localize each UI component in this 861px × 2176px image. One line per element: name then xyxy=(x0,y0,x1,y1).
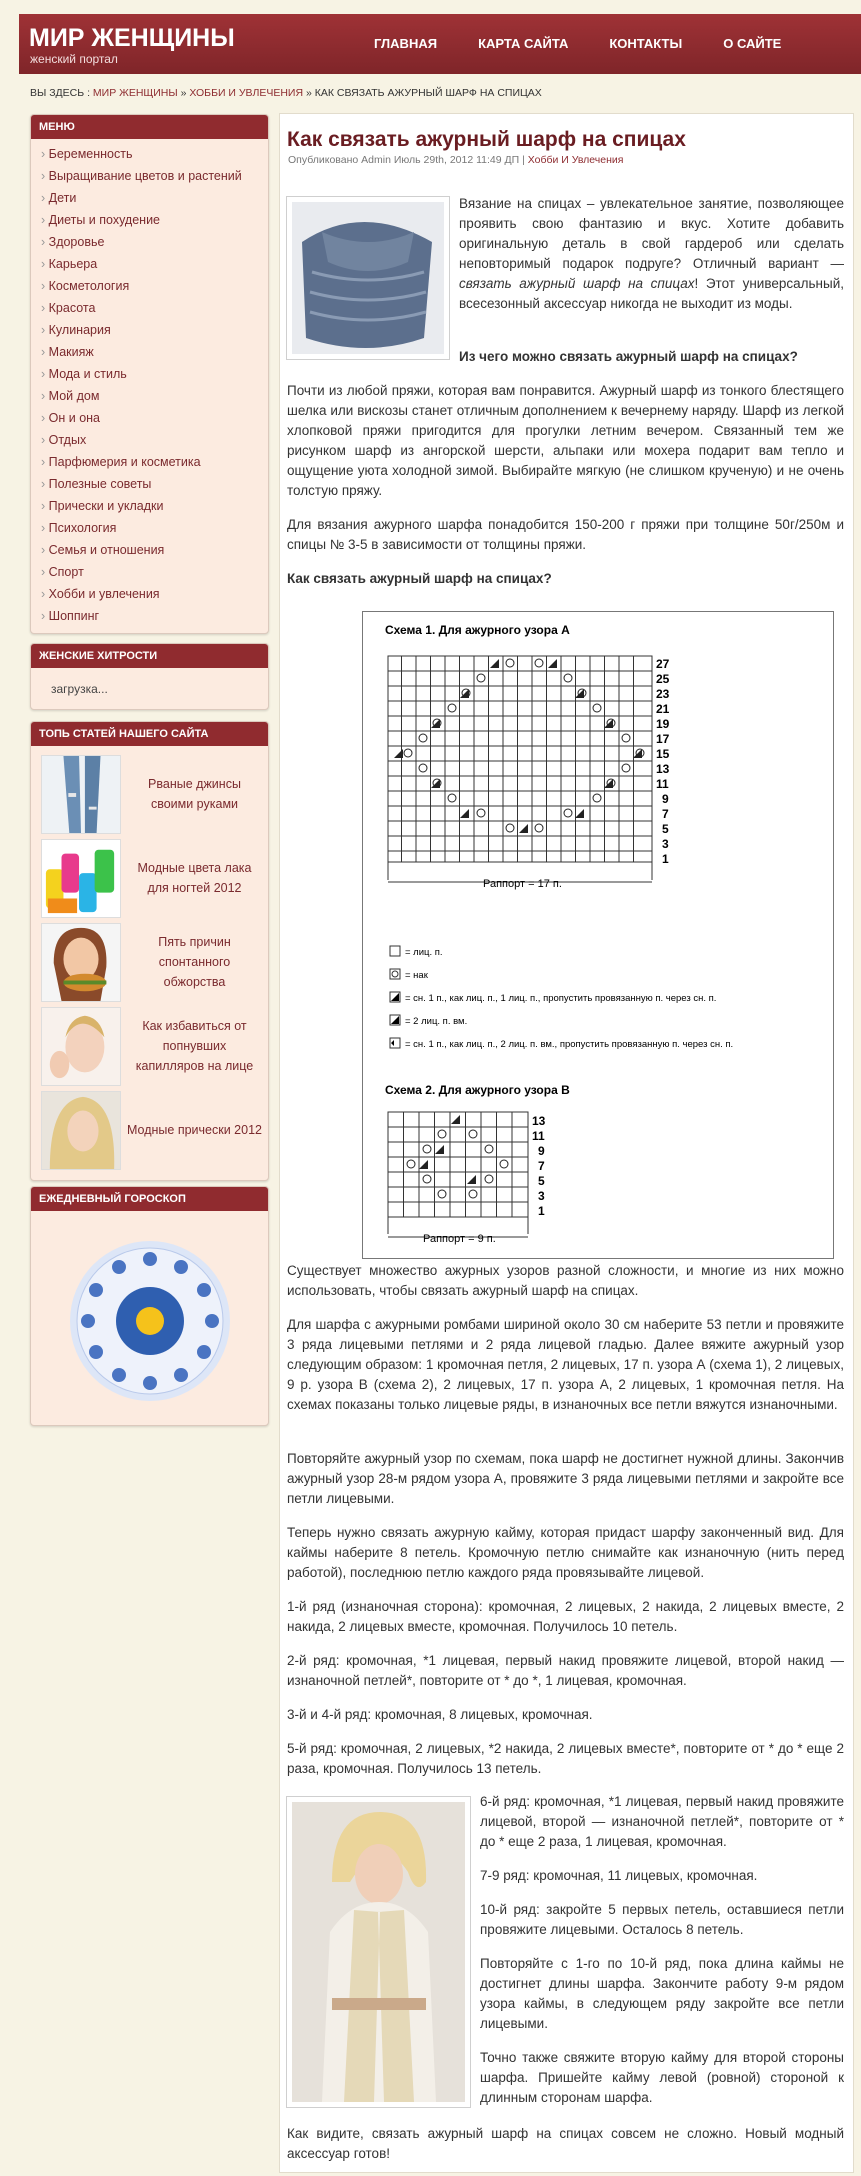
paragraph: 6-й ряд: кромочная, *1 лицевая, первый накид провяжите лицевой, второй — изнаночной петлей*, повторите от * до * еще 2 раза, 1 лицевая, кромочная. xyxy=(480,1794,844,1849)
sidebar-menu-item[interactable]: › Отдых xyxy=(41,429,268,451)
sidebar-menu-item[interactable]: › Полезные советы xyxy=(41,473,268,495)
diagram-svg xyxy=(363,612,833,1258)
top-article-label[interactable]: Как избавиться от попнувших капилляров на лице xyxy=(135,1019,254,1073)
article-meta-date: Опубликовано Admin Июль 29th, 2012 11:49 ДП | xyxy=(288,154,525,166)
sidebar-menu-item[interactable]: › Хобби и увлечения xyxy=(41,583,268,605)
site-tagline: женский портал xyxy=(30,52,118,66)
row-number: 27 xyxy=(656,657,670,671)
article-meta xyxy=(288,154,623,166)
row-number: 15 xyxy=(656,747,670,761)
sidebar-menu-item[interactable]: › Здоровье xyxy=(41,231,268,253)
top-article-label[interactable]: Рваные джинсы своими руками xyxy=(148,777,241,811)
breadcrumb-sep: » xyxy=(305,87,312,99)
sidebar-menu-item[interactable]: › Кулинария xyxy=(41,319,268,341)
heading-yarn: Из чего можно связать ажурный шарф на спицах? xyxy=(459,349,798,364)
row-number: 23 xyxy=(656,687,670,701)
sidebar-menu-item[interactable]: › Беременность xyxy=(41,143,268,165)
paragraph: Повторяйте с 1-го по 10-й ряд, пока длина каймы не достигнет длины шарфа. Закончите работу 9-м рядом узора каймы, в следующем ряду закройте все петли лицевыми. xyxy=(480,1956,844,2031)
legend-item: = нак xyxy=(405,970,428,981)
sidebar-menu-item[interactable]: › Дети xyxy=(41,187,268,209)
article-intro xyxy=(459,194,844,314)
paragraph: 3-й и 4-й ряд: кромочная, 8 лицевых, кромочная. xyxy=(287,1707,593,1722)
top-article-label[interactable]: Модные прически 2012 xyxy=(127,1123,262,1137)
row-number: 11 xyxy=(656,777,669,791)
sidebar-horoscope xyxy=(30,1186,269,1426)
sidebar-menu-item[interactable]: › Макияж xyxy=(41,341,268,363)
row-number: 7 xyxy=(662,807,669,821)
sidebar-menu xyxy=(30,114,269,634)
breadcrumb-sep: » xyxy=(180,87,187,99)
scheme2-rapport: Раппорт = 9 п. xyxy=(423,1233,496,1245)
paragraph: Точно также свяжите вторую кайму для второй стороны шарфа. Пришейте кайму левой (ровной) стороной к длинным сторонам шарфа. xyxy=(480,2050,844,2105)
sidebar-tricks xyxy=(30,643,269,710)
paragraph: Существует множество ажурных узоров разной сложности, и многие из них можно использовать, чтобы связать ажурный шарф на спицах. xyxy=(287,1263,844,1298)
paragraph: 7-9 ряд: кромочная, 11 лицевых, кромочная. xyxy=(480,1868,758,1883)
thumb-jeans[interactable] xyxy=(41,755,121,834)
model-image xyxy=(292,1802,465,2102)
top-article[interactable] xyxy=(31,1088,268,1172)
sidebar-menu-list xyxy=(31,139,268,627)
heading-how: Как связать ажурный шарф на спицах? xyxy=(287,571,552,586)
paragraph: 2-й ряд: кромочная, *1 лицевая, первый накид провяжите лицевой, второй накид — изнаночной петлей*, повторите от * до *, 1 лицевая, кромочная. xyxy=(287,1653,844,1688)
thumb-nail-polish[interactable] xyxy=(41,839,121,918)
sidebar-menu-item[interactable]: › Он и она xyxy=(41,407,268,429)
top-article-label[interactable]: Пять причин спонтанного обжорства xyxy=(158,935,231,989)
article-category-link[interactable]: Хобби И Увлечения xyxy=(527,154,624,166)
sidebar-menu-item[interactable]: › Выращивание цветов и растений xyxy=(41,165,268,187)
sidebar-tricks-title: ЖЕНСКИЕ ХИТРОСТИ xyxy=(31,644,268,668)
row-number: 5 xyxy=(538,1174,545,1188)
knitting-diagram xyxy=(362,611,834,1259)
row-number: 21 xyxy=(656,702,670,716)
sidebar-menu-item[interactable]: › Парфюмерия и косметика xyxy=(41,451,268,473)
row-number: 1 xyxy=(538,1204,545,1218)
site-logo[interactable]: МИР ЖЕНЩИНЫ xyxy=(29,24,235,52)
sidebar-menu-item[interactable]: › Мода и стиль xyxy=(41,363,268,385)
scarf-photo xyxy=(286,196,450,360)
row-number: 5 xyxy=(662,822,669,836)
sidebar-menu-title: МЕНЮ xyxy=(31,115,268,139)
sidebar-menu-item[interactable]: › Диеты и похудение xyxy=(41,209,268,231)
breadcrumb-prefix: ВЫ ЗДЕСЬ : xyxy=(30,87,90,99)
sidebar-horoscope-title: ЕЖЕДНЕВНЫЙ ГОРОСКОП xyxy=(31,1187,268,1211)
article-panel xyxy=(279,113,854,2173)
breadcrumb xyxy=(30,87,542,99)
article-title: Как связать ажурный шарф на спицах xyxy=(287,128,686,151)
scheme1-row-numbers xyxy=(656,657,670,866)
breadcrumb-current: КАК СВЯЗАТЬ АЖУРНЫЙ ШАРФ НА СПИЦАХ xyxy=(314,87,542,99)
sidebar-top-title: ТОПЬ СТАТЕЙ НАШЕГО САЙТА xyxy=(31,722,268,746)
top-article[interactable] xyxy=(31,1004,268,1088)
row-number: 25 xyxy=(656,672,670,686)
paragraph: Повторяйте ажурный узор по схемам, пока шарф не достигнет нужной длины. Закончив ажурный узор 28-м рядом узора А, провяжите 3 ряда лицевыми петлями и закройте все петли лицевыми. xyxy=(287,1451,844,1506)
paragraph: Как видите, связать ажурный шарф на спицах совсем не сложно. Новый модный аксессуар готов! xyxy=(287,2126,844,2161)
top-article-label[interactable]: Модные цвета лака для ногтей 2012 xyxy=(137,861,252,895)
row-number: 13 xyxy=(532,1114,546,1128)
sidebar-menu-item[interactable]: › Шоппинг xyxy=(41,605,268,627)
scheme2-grid xyxy=(388,1112,528,1237)
paragraph: Теперь нужно связать ажурную кайму, которая придаст шарфу законченный вид. Для каймы наберите 8 петель. Кромочную петлю снимайте как изнаночную (нить перед работой), последнюю петлю каждого ряда провязывайте лицевой. xyxy=(287,1525,844,1580)
scheme1-rapport: Раппорт = 17 п. xyxy=(483,878,562,890)
diagram-legend xyxy=(390,946,733,1050)
sidebar-menu-item[interactable]: › Психология xyxy=(41,517,268,539)
sidebar-menu-item[interactable]: › Семья и отношения xyxy=(41,539,268,561)
row-number: 7 xyxy=(538,1159,545,1173)
scheme2-row-numbers xyxy=(532,1114,546,1218)
scheme1-title: Схема 1. Для ажурного узора А xyxy=(385,623,570,637)
row-number: 19 xyxy=(656,717,670,731)
tricks-loading: загрузка... xyxy=(51,682,108,696)
row-number: 3 xyxy=(538,1189,545,1203)
intro-text-end: ! Этот универсальный, всесезонный аксессуар никогда не выходит из моды. xyxy=(459,276,844,311)
paragraph: 1-й ряд (изнаночная сторона): кромочная, 2 лицевых, 2 накида, 2 лицевых вместе, 2 накида, 2 лицевых вместе, кромочная. Получилось 10 петель. xyxy=(287,1599,844,1634)
thumb-burger-girl[interactable] xyxy=(41,923,121,1002)
scheme1-grid xyxy=(388,656,652,882)
legend-item: = лиц. п. xyxy=(405,947,443,958)
main-nav xyxy=(374,36,822,51)
legend-item: = 2 лиц. п. вм. xyxy=(405,1016,468,1027)
row-number: 9 xyxy=(662,792,669,806)
row-number: 9 xyxy=(538,1144,545,1158)
paragraph: 5-й ряд: кромочная, 2 лицевых, *2 накида, 2 лицевых вместе*, повторите от * до * еще 2 раза, кромочная. Получилось 13 петель. xyxy=(287,1741,844,1776)
legend-item: = сн. 1 п., как лиц. п., 2 лиц. п. вм., пропустить провязанную п. через сн. п. xyxy=(405,1039,734,1050)
nav-home[interactable]: ГЛАВНАЯ xyxy=(374,36,438,51)
paragraph: Для шарфа с ажурными ромбами шириной около 30 см наберите 53 петли и провяжите 3 ряда лицевыми петлями и 2 ряда лицевой гладью. Далее вяжите ажурный узор следующим образом: 1 кромочная петля, 2 лицевых, 17 п. узора А (схема 1), 2 лицевых, 9 р. узора В (схема 2), 2 лицевых, 17 п. узора А, 2 лицевых, 1 кромочная петля. На схемах показаны только лицевые ряды, в изнаночных все петли вяжутся изнаночными. xyxy=(287,1317,844,1412)
intro-text: Вязание на спицах – увлекательное занятие, позволяющее проявить свою фантазию и вкус. Хотите добавить оригинальную деталь в свой гардероб или сделать неповторимый подарок подруге? Отличный вариант — xyxy=(459,196,844,271)
breadcrumb-section[interactable]: ХОББИ И УВЛЕЧЕНИЯ xyxy=(189,87,304,99)
site-header xyxy=(19,14,861,74)
sidebar-top-articles xyxy=(30,721,269,1181)
paragraph: 10-й ряд: закройте 5 первых петель, оставшиеся петли провяжите лицевыми. Осталось 8 петель. xyxy=(480,1902,844,1937)
model-photo xyxy=(286,1796,471,2108)
thumb-hairstyle[interactable] xyxy=(41,1091,121,1170)
thumb-face-care[interactable] xyxy=(41,1007,121,1086)
scarf-image xyxy=(292,202,444,354)
row-number: 1 xyxy=(662,852,669,866)
sidebar-menu-item[interactable]: › Прически и укладки xyxy=(41,495,268,517)
row-number: 3 xyxy=(662,837,669,851)
top-article[interactable] xyxy=(31,752,268,836)
top-article[interactable] xyxy=(31,836,268,920)
row-number: 11 xyxy=(532,1129,545,1143)
intro-emphasis: связать ажурный шарф на спицах xyxy=(459,276,695,291)
sidebar-menu-item[interactable]: › Мой дом xyxy=(41,385,268,407)
breadcrumb-home[interactable]: МИР ЖЕНЩИНЫ xyxy=(92,87,178,99)
zodiac-wheel-icon[interactable] xyxy=(31,1211,270,1421)
paragraph: Почти из любой пряжи, которая вам понравится. Ажурный шарф из тонкого блестящего шелка или вискозы станет отличным дополнением к вечернему наряду. Шарф из легкой хлопковой пряжи пригодится для прогулки летним вечером. Связанный тем же рисунком шарф из ангорской шерсти, альпаки или мохера подарит вам тепло и ощущение уюта холодной зимой. Выбирайте мягкую (не слишком крученую) и не очень толстую пряжу. xyxy=(287,383,844,498)
top-article[interactable] xyxy=(31,920,268,1004)
row-number: 13 xyxy=(656,762,670,776)
sidebar-menu-item[interactable]: › Косметология xyxy=(41,275,268,297)
sidebar-menu-item[interactable]: › Красота xyxy=(41,297,268,319)
paragraph: Для вязания ажурного шарфа понадобится 150-200 г пряжи при толщине 50г/250м и спицы № 3-5 в зависимости от толщины пряжи. xyxy=(287,517,844,552)
nav-about[interactable]: О САЙТЕ xyxy=(723,36,782,51)
legend-item: = сн. 1 п., как лиц. п., 1 лиц. п., пропустить провязанную п. через сн. п. xyxy=(405,993,717,1004)
scheme2-title: Схема 2. Для ажурного узора В xyxy=(385,1083,570,1097)
row-number: 17 xyxy=(656,732,670,746)
sidebar-menu-item[interactable]: › Карьера xyxy=(41,253,268,275)
nav-contacts[interactable]: КОНТАКТЫ xyxy=(609,36,683,51)
sidebar-menu-item[interactable]: › Спорт xyxy=(41,561,268,583)
nav-sitemap[interactable]: КАРТА САЙТА xyxy=(478,36,569,51)
